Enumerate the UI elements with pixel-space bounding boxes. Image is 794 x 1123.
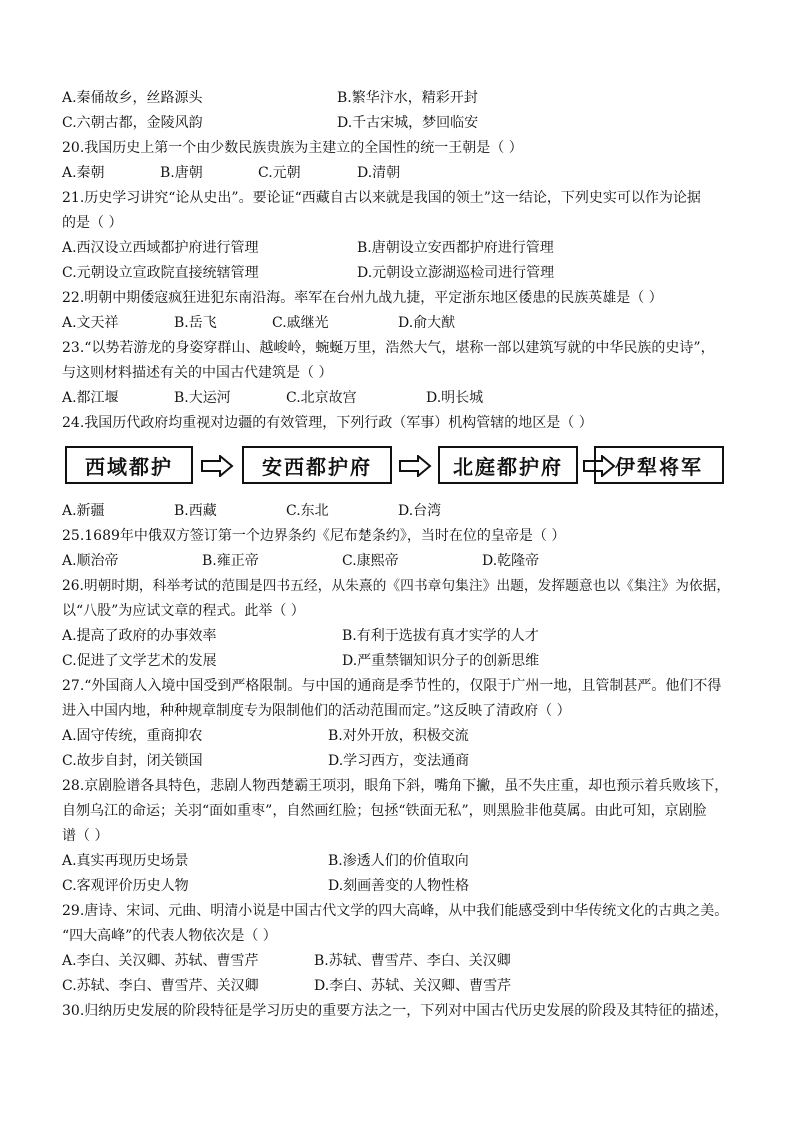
q26-stem-line1: 26.明朝时期，科举考试的范围是四书五经，从朱熹的《四书章句集注》出题，发挥题意也以《集注》为依据， [62, 578, 731, 594]
q27-option-d: D.学习西方，变法通商 [328, 753, 470, 769]
q19-option-a: A.秦俑故乡，丝路源头 [62, 90, 203, 106]
q26-option-c: C.促进了文学艺术的发展 [62, 653, 217, 669]
q27-option-c: C.故步自封，闭关锁国 [62, 753, 203, 769]
q25-stem: 25.1689年中俄双方签订第一个边界条约《尼布楚条约》，当时在位的皇帝是（ ） [62, 528, 566, 544]
q25-option-c: C.康熙帝 [342, 553, 399, 569]
q20-option-c: C.元朝 [258, 165, 301, 181]
q24-option-d: D.台湾 [398, 503, 442, 519]
q22-option-a: A.文天祥 [62, 315, 119, 331]
q25-option-a: A.顺治帝 [62, 553, 119, 569]
q22-option-d: D.俞大猷 [398, 315, 456, 331]
q30-stem-line1: 30.归纳历史发展的阶段特征是学习历史的重要方法之一，下列对中国古代历史发展的阶段及其特征的描述， [62, 1003, 729, 1019]
q19-option-b: B.繁华汴水，精彩开封 [337, 90, 478, 106]
q23-option-c: C.北京故宫 [286, 390, 357, 406]
flow-arrow-icon [200, 455, 234, 477]
q22-stem: 22.明朝中期倭寇疯狂进犯东南沿海。率军在台州九战九捷，平定浙东地区倭患的民族英雄是（ ） [62, 290, 663, 306]
q29-option-d: D.李白、苏轼、关汉卿、曹雪芹 [314, 978, 512, 994]
q23-option-d: D.明长城 [426, 390, 484, 406]
q20-option-d: D.清朝 [357, 165, 401, 181]
q28-stem-line2: 自刎乌江的命运；关羽“面如重枣”，自然画红脸；包拯“铁面无私”，则黑脸非他莫属。由此可知，京剧脸 [62, 803, 707, 819]
q28-option-a: A.真实再现历史场景 [62, 853, 189, 869]
q23-stem-line2: 与这则材料描述有关的中国古代建筑是（ ） [62, 365, 333, 381]
q23-option-a: A.都江堰 [62, 390, 119, 406]
q29-option-a: A.李白、关汉卿、苏轼、曹雪芹 [62, 953, 259, 969]
flow-box-yili-jiangjun: 伊犁将军 [594, 446, 724, 484]
q21-option-d: D.元朝设立澎湖巡检司进行管理 [357, 265, 555, 281]
q22-option-c: C.戚继光 [272, 315, 329, 331]
q26-option-a: A.提高了政府的办事效率 [62, 628, 217, 644]
q24-stem: 24.我国历代政府均重视对边疆的有效管理，下列行政（军事）机构管辖的地区是（ ） [62, 415, 593, 431]
q19-option-d: D.千古宋城，梦回临安 [337, 115, 479, 131]
q28-option-c: C.客观评价历史人物 [62, 878, 189, 894]
q20-stem: 20.我国历史上第一个由少数民族贵族为主建立的全国性的统一王朝是（ ） [62, 140, 523, 156]
q28-option-b: B.渗透人们的价值取向 [328, 853, 469, 869]
q21-stem-line1: 21.历史学习讲究“论从史出”。要论证“西藏自古以来就是我国的领土”这一结论，下列史实可以作为论据 [62, 190, 701, 206]
q21-option-a: A.西汉设立西域都护府进行管理 [62, 240, 259, 256]
q22-option-b: B.岳飞 [174, 315, 217, 331]
q23-option-b: B.大运河 [174, 390, 231, 406]
q29-option-c: C.苏轼、李白、曹雪芹、关汉卿 [62, 978, 259, 994]
q23-stem-line1: 23.“以势若游龙的身姿穿群山、越峻岭，蜿蜒万里，浩然大气，堪称一部以建筑写就的中华民族的史诗”， [62, 340, 715, 356]
q28-stem-line3: 谱（ ） [62, 828, 109, 844]
q19-option-c: C.六朝古都，金陵风韵 [62, 115, 203, 131]
q24-option-c: C.东北 [286, 503, 329, 519]
flow-box-anxi-duhufu: 安西都护府 [242, 446, 392, 484]
q28-stem-line1: 28.京剧脸谱各具特色，悲剧人物西楚霸王项羽，眼角下斜，嘴角下撇，虽不失庄重，却也预示着兵败垓下， [62, 778, 729, 794]
q26-option-d: D.严重禁锢知识分子的创新思维 [342, 653, 540, 669]
q29-stem-line2: “四大高峰”的代表人物依次是（ ） [62, 928, 277, 944]
q26-stem-line2: 以“八股”为应试文章的程式。此举（ ） [62, 603, 305, 619]
q27-stem-line1: 27.“外国商人入境中国受到严格限制。与中国的通商是季节性的，仅限于广州一地，且管制甚严。他们不得 [62, 678, 722, 694]
q21-option-c: C.元朝设立宣政院直接统辖管理 [62, 265, 259, 281]
q27-stem-line2: 进入中国内地，种种规章制度专为限制他们的活动范围而定。”这反映了清政府（ ） [62, 703, 571, 719]
q25-option-d: D.乾隆帝 [482, 553, 540, 569]
q24-option-b: B.西藏 [174, 503, 217, 519]
q24-flow-diagram [62, 443, 726, 493]
q21-stem-line2: 的是（ ） [62, 215, 123, 231]
q25-option-b: B.雍正帝 [202, 553, 259, 569]
flow-arrow-icon [398, 455, 432, 477]
q27-option-a: A.固守传统，重商抑农 [62, 728, 203, 744]
q26-option-b: B.有利于选拔有真才实学的人才 [342, 628, 539, 644]
q27-option-b: B.对外开放，积极交流 [328, 728, 469, 744]
q28-option-d: D.刻画善变的人物性格 [328, 878, 470, 894]
flow-box-beiting-duhufu: 北庭都护府 [438, 446, 578, 484]
q20-option-a: A.秦朝 [62, 165, 105, 181]
q20-option-b: B.唐朝 [160, 165, 203, 181]
q24-option-a: A.新疆 [62, 503, 105, 519]
q29-option-b: B.苏轼、曹雪芹、李白、关汉卿 [314, 953, 511, 969]
flow-box-xiyu-duhu: 西域都护 [65, 446, 193, 484]
q21-option-b: B.唐朝设立安西都护府进行管理 [357, 240, 554, 256]
q29-stem-line1: 29.唐诗、宋词、元曲、明清小说是中国古代文学的四大高峰，从中我们能感受到中华传统文化的古典之美。 [62, 903, 729, 919]
